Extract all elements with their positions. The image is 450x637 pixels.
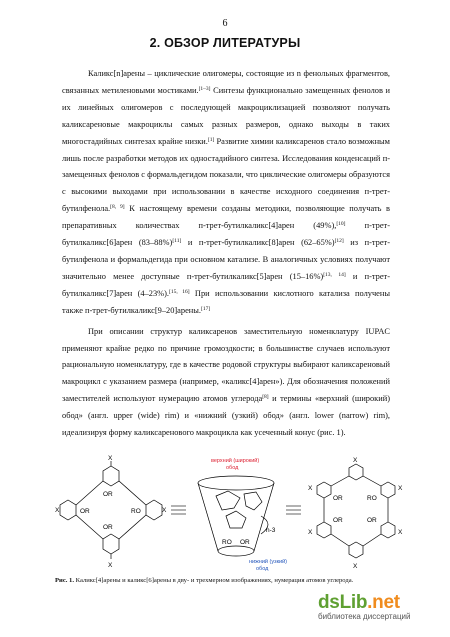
atom-or: OR <box>240 539 250 546</box>
watermark[interactable] <box>318 592 446 632</box>
ref: [1–3] <box>198 85 211 92</box>
caption-label: Рис. 1. <box>55 577 74 584</box>
figure-caption <box>55 577 415 584</box>
calix4arene-2d <box>60 461 162 559</box>
atom-x: X <box>398 529 403 536</box>
atom-x: X <box>108 455 113 462</box>
atom-or: OR <box>333 495 343 502</box>
calix6arene-2d <box>317 464 395 558</box>
ref: [11] <box>172 238 182 245</box>
ref: [8, 9] <box>110 204 125 211</box>
atom-or: OR <box>103 491 113 498</box>
atom-ro: RO <box>222 539 232 546</box>
watermark-logo <box>318 592 446 614</box>
upper-rim-label: обод <box>226 465 239 471</box>
upper-rim-label: верхний (широкий) <box>211 458 260 464</box>
atom-x: X <box>108 562 113 569</box>
figure-calixarenes <box>56 456 411 574</box>
watermark-brand-b: .net <box>367 592 400 613</box>
lower-rim-label: нижний (узкий) <box>249 559 287 565</box>
equivalence-sign <box>286 506 301 514</box>
figure-drawing <box>56 456 411 574</box>
atom-x: X <box>55 507 60 514</box>
paragraph-1: Каликс[n]арены – циклические олигомеры, состоящие из n фенольных фрагментов, связанных метиленовыми мостиками.[1–3] Синтезы функционально замещенных фенолов и их линейных олигомеров с последующей макроциклизацией позволяют получать каликсареновые макроциклы самых разных размеров, однако выходы в таких многостадийных синтезах крайне низки.[1] Развитие химии каликсаренов стало возможным лишь после разработки методов их одностадийного синтеза. Исследования конденсаций п-замещенных фенолов с формальдегидом показали, что циклические олигомеры образуются с высокими выходами при использовании в качестве исходного соединения п-трет-бутилфенола.[8, 9] К настоящему времени созданы методики, позволяющие получать в препаративных количествах п-трет-бутилкаликс[4]арен (49%),[10] п-трет-бутилкаликс[6]арен (83–88%)[11] и п-трет-бутилкаликс[8]арен (62–65%)[12] из п-трет-бутилфенола и формальдегида при основном катализе. В аналогичных условиях получают значительно менее доступные п-трет-бутилкаликс[5]арен (15–16%)[13, 14] и п-трет-бутилкаликс[7]арен (4–23%).[15, 16] При использовании кислотного катализа получены также п-трет-бутилкаликс[9–20]арены.[17] <box>62 69 391 315</box>
atom-or: OR <box>367 517 377 524</box>
cone-3d <box>198 476 274 556</box>
atom-or: OR <box>103 524 113 531</box>
page-number: 6 <box>222 18 228 29</box>
atom-x: X <box>308 529 313 536</box>
atom-x: X <box>398 485 403 492</box>
atom-x: X <box>162 507 167 514</box>
atom-or: OR <box>333 517 343 524</box>
atom-x: X <box>353 563 358 570</box>
ref: [12] <box>334 238 344 245</box>
atom-ro: RO <box>131 508 141 515</box>
ref: [10] <box>336 221 346 228</box>
atom-ro: RO <box>367 495 377 502</box>
equivalence-sign <box>171 506 186 514</box>
ref: [13, 14] <box>323 271 346 278</box>
watermark-subtitle: библиотека диссертаций <box>318 612 411 621</box>
loop-label: n-3 <box>266 527 276 534</box>
paragraph-2: При описании структур каликсаренов заместительную номенклатуру IUPAC применяют крайне редко по причине громоздкости; в большинстве случаев используют рациональную номенклатуру, где в качестве родовой структуры выбирают каликсареновый макроцикл с указанием размера (например, «каликс[4]арен»). Для обозначения положений заместителей используют нумерацию атомов углерода[8] и термины «верхний (широкий) обод» (англ. upper (wide) rim) и «нижний (узкий) обод» (англ. lower (narrow) rim), идеализируя форму каликсаренового макроцикла как усеченный конус (рис. 1). <box>62 326 390 438</box>
atom-x: X <box>308 485 313 492</box>
watermark-brand-a: dsLib <box>318 592 368 613</box>
ref: [8] <box>262 394 269 401</box>
caption-text: Каликс[4]арены и каликс[6]арены в дву- и трехмерном изображениях, нумерация атомов углерода. <box>74 577 354 584</box>
section-title: 2. ОБЗОР ЛИТЕРАТУРЫ <box>149 36 301 50</box>
ref: [17] <box>201 305 211 312</box>
body-text <box>62 66 390 442</box>
ref: [15, 16] <box>169 288 190 295</box>
atom-or: OR <box>80 508 90 515</box>
ref: [1] <box>207 136 215 143</box>
atom-x: X <box>353 457 358 464</box>
lower-rim-label: обод <box>256 566 269 572</box>
